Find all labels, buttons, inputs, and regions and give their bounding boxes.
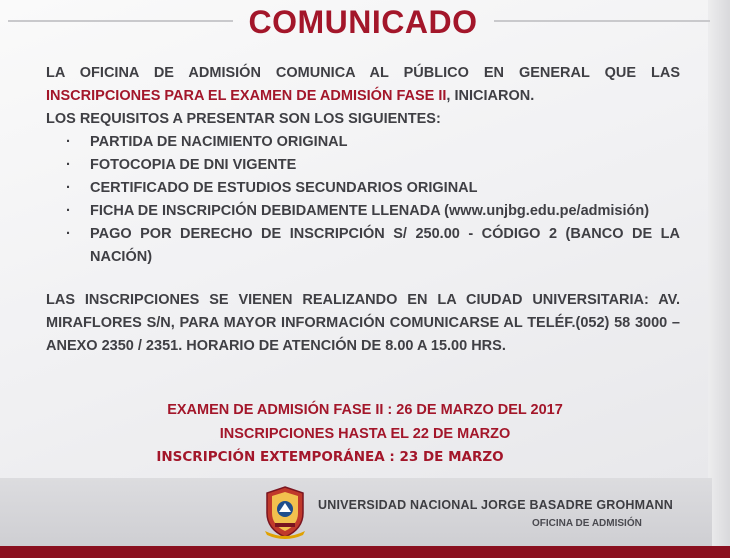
exam-date: EXAMEN DE ADMISIÓN FASE II : 26 DE MARZO DEL 2017 [167,402,563,418]
office-name: OFICINA DE ADMISIÓN [532,518,642,529]
bullet-icon: · [66,203,71,219]
requirements-list [46,131,680,269]
notice-body [46,62,680,358]
list-item [46,154,680,177]
header-divider-right [494,20,710,22]
intro-paragraph [46,62,680,108]
requirement-text: FOTOCOPIA DE DNI VIGENTE [90,157,297,173]
list-item [46,131,680,154]
bullet-icon: · [66,226,71,242]
requirement-text: CERTIFICADO DE ESTUDIOS SECUNDARIOS ORIGINAL [90,180,478,196]
list-item [46,200,680,223]
intro-text-end: , INICIARON. [446,88,535,104]
registration-deadline: INSCRIPCIONES HASTA EL 22 DE MARZO [219,426,511,442]
bullet-icon: · [66,134,71,150]
requirement-text: PAGO POR DERECHO DE INSCRIPCIÓN S/ 250.00 - CÓDIGO 2 (BANCO DE LA NACIÓN) [90,226,680,265]
intro-text-start: LA OFICINA DE ADMISIÓN COMUNICA AL PÚBLICO EN GENERAL QUE LAS [46,65,680,81]
list-item [46,223,680,269]
requirement-text: PARTIDA DE NACIMIENTO ORIGINAL [90,134,348,150]
list-item [46,177,680,200]
university-crest-icon [262,485,308,539]
requirement-text: FICHA DE INSCRIPCIÓN DEBIDAMENTE LLENADA (www.unjbg.edu.pe/admisión) [90,203,650,219]
late-registration: INSCRIPCIÓN EXTEMPORÁNEA : 23 DE MARZO [156,449,504,465]
requirements-heading: LOS REQUISITOS A PRESENTAR SON LOS SIGUIENTES: [46,111,441,127]
spacer [46,269,680,289]
university-name: UNIVERSIDAD NACIONAL JORGE BASADRE GROHMANN [318,498,673,512]
bullet-icon: · [66,180,71,196]
bottom-accent-bar [0,546,730,558]
page-title: COMUNICADO [248,4,478,40]
header-divider-left [8,20,233,22]
intro-highlight: INSCRIPCIONES PARA EL EXAMEN DE ADMISIÓN FASE II [46,88,447,104]
bullet-icon: · [66,157,71,173]
right-shadow-border [708,0,730,548]
footer-band [0,478,712,546]
location-paragraph: LAS INSCRIPCIONES SE VIENEN REALIZANDO EN LA CIUDAD UNIVERSITARIA: AV. MIRAFLORES S/N, PARA MAYOR INFORMACIÓN COMUNICARSE AL TELÉF.(052) 58 3000 – ANEXO 2350 / 2351. HORARIO DE ATENCIÓN DE 8.00 A 15.00 HRS. [46,292,680,354]
